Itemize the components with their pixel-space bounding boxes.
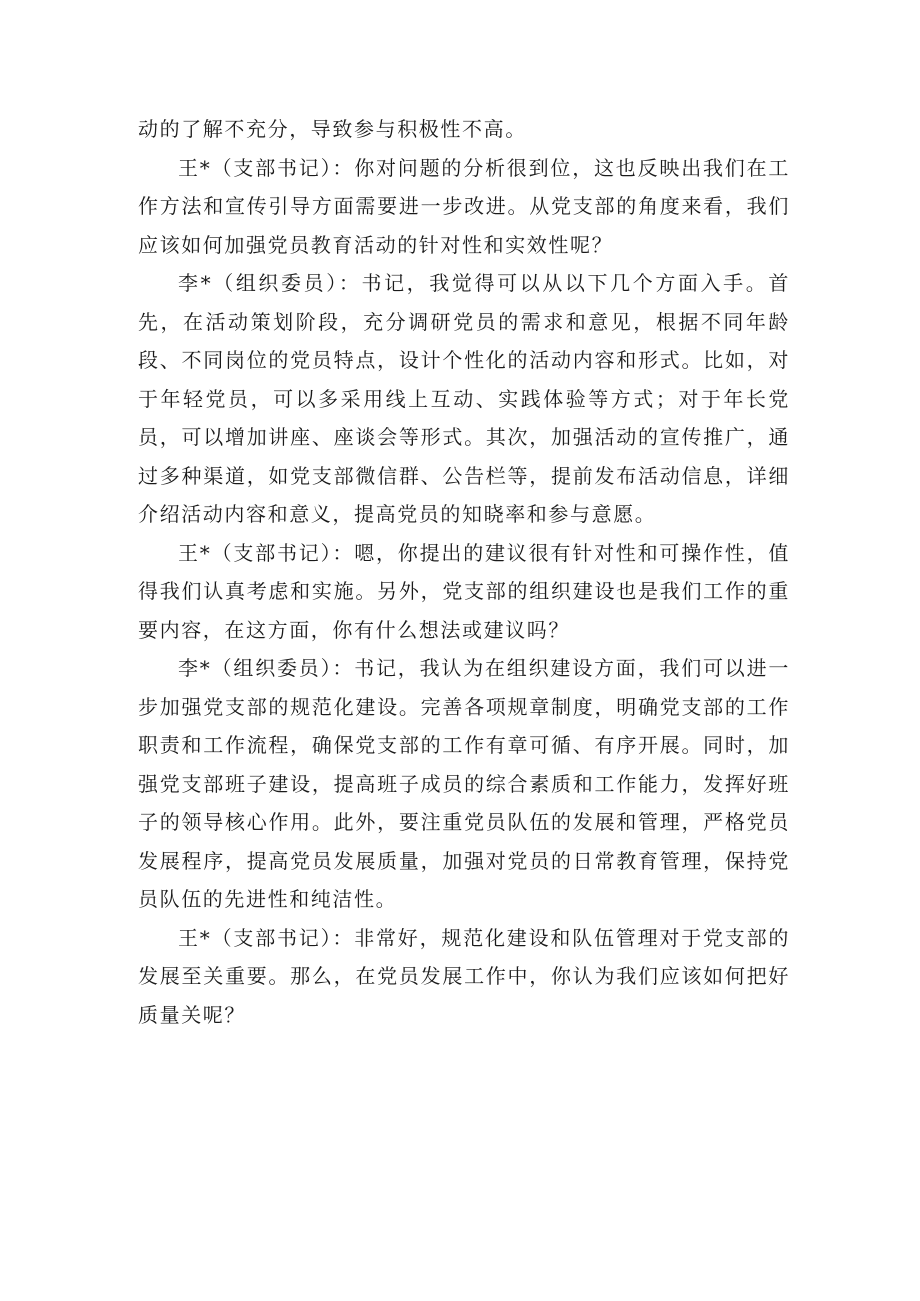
paragraph-secretary-3: 王*（支部书记）：非常好，规范化建设和队伍管理对于党支部的发展至关重要。那么，在党员发展工作中，你认为我们应该如何把好质量关呢？ — [138, 925, 790, 1027]
paragraph-committee-2: 李*（组织委员）：书记，我认为在组织建设方面，我们可以进一步加强党支部的规范化建设。完善各项规章制度，明确党支部的工作职责和工作流程，确保党支部的工作有章可循、有序开展。同时，加强党支部班子建设，提高班子成员的综合素质和工作能力，发挥好班子的领导核心作用。此外，要注重党员队伍的发展和管理，严格党员发展程序，提高党员发展质量，加强对党员的日常教育管理，保持党员队伍的先进性和纯洁性。 — [138, 656, 790, 911]
paragraph-committee-1: 李*（组织委员）：书记，我觉得可以从以下几个方面入手。首先，在活动策划阶段，充分调研党员的需求和意见，根据不同年龄段、不同岗位的党员特点，设计个性化的活动内容和形式。比如，对于年轻党员，可以多采用线上互动、实践体验等方式；对于年长党员，可以增加讲座、座谈会等形式。其次，加强活动的宣传推广，通过多种渠道，如党支部微信群、公告栏等，提前发布活动信息，详细介绍活动内容和意义，提高党员的知晓率和参与意愿。 — [138, 271, 790, 526]
paragraph-secretary-2: 王*（支部书记）：嗯，你提出的建议很有针对性和可操作性，值得我们认真考虑和实施。另外，党支部的组织建设也是我们工作的重要内容，在这方面，你有什么想法或建议吗？ — [138, 540, 790, 642]
paragraph-secretary-1: 王*（支部书记）：你对问题的分析很到位，这也反映出我们在工作方法和宣传引导方面需要进一步改进。从党支部的角度来看，我们应该如何加强党员教育活动的针对性和实效性呢？ — [138, 155, 790, 257]
document-body — [138, 110, 790, 1034]
paragraph-continued: 动的了解不充分，导致参与积极性不高。 — [138, 117, 527, 141]
